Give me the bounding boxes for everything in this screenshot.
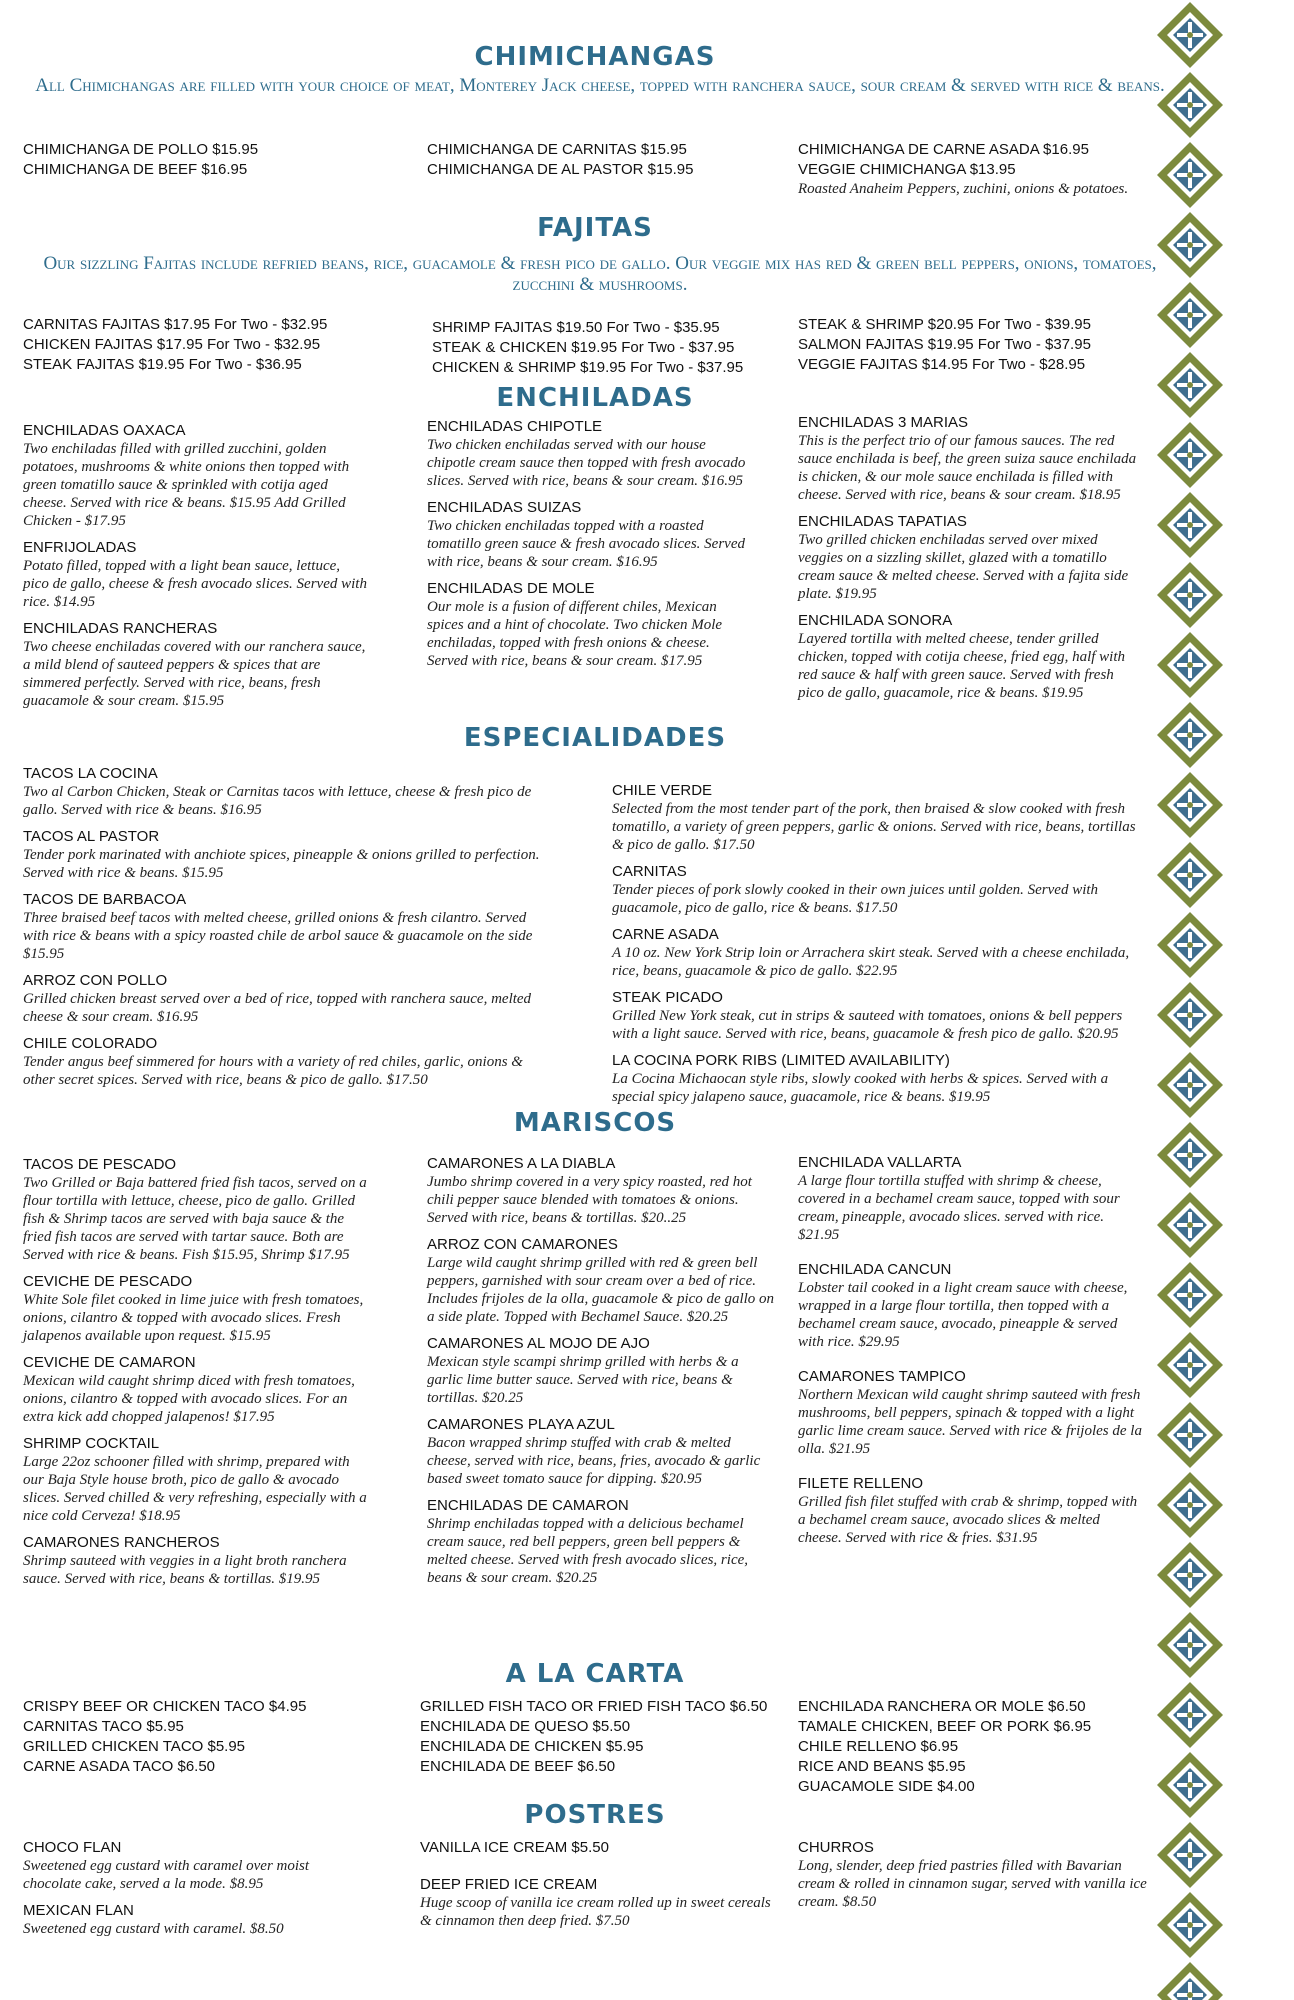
item-name: ENCHILADA SONORA — [798, 612, 953, 629]
menu-item — [427, 1415, 777, 1488]
menu-line: GRILLED CHICKEN TACO $5.95 — [23, 1738, 246, 1755]
menu-line: SALMON FAJITAS $19.95 For Two - $37.95 — [798, 336, 1091, 353]
menu-item — [798, 1260, 1143, 1351]
menu-item — [798, 1838, 1148, 1911]
menu-line: CHIMICHANGA DE AL PASTOR $15.95 — [427, 161, 694, 178]
menu-line: CHICKEN & SHRIMP $19.95 For Two - $37.95 — [432, 359, 744, 376]
a-la-carta-col1 — [23, 1697, 403, 1777]
item-name: CAMARONES PLAYA AZUL — [427, 1416, 615, 1433]
menu-item — [420, 1838, 780, 1857]
a-la-carta-col3 — [798, 1697, 1143, 1797]
menu-line: GRILLED FISH TACO OR FRIED FISH TACO $6.50 — [420, 1698, 768, 1715]
item-description: Selected from the most tender part of the pork, then braised & slow cooked with fresh tomatillo, a variety of green peppers, garlic & onions. Served with rice, beans, tortillas & pico de gallo. $17.50 — [612, 801, 1136, 853]
mariscos-col3 — [798, 1153, 1143, 1555]
menu-item — [23, 1155, 373, 1264]
chimichangas-col3 — [798, 140, 1138, 198]
menu-item — [23, 619, 368, 710]
item-name: ENCHILADA CANCUN — [798, 1261, 952, 1278]
especialidades-title: ESPECIALIDADES — [463, 723, 727, 753]
menu-line: CARNE ASADA TACO $6.50 — [23, 1758, 216, 1775]
menu-item — [798, 1367, 1143, 1458]
item-name: ENFRIJOLADAS — [23, 539, 137, 556]
item-name: ENCHILADAS CHIPOTLE — [427, 418, 603, 435]
menu-item — [420, 1875, 780, 1930]
item-name: MEXICAN FLAN — [23, 1902, 134, 1919]
menu-line: CARNITAS FAJITAS $17.95 For Two - $32.95 — [23, 316, 328, 333]
menu-item — [23, 421, 368, 530]
item-description: Two grilled chicken enchiladas served over mixed veggies on a sizzling skillet, glazed with a tomatillo cream sauce & melted cheese. Served with a fajita side plate. $19.95 — [798, 532, 1129, 602]
postres-title: POSTRES — [524, 1800, 666, 1830]
item-name: CHILE COLORADO — [23, 1035, 158, 1052]
item-description: Sweetened egg custard with caramel over moist chocolate cake, served a la mode. $8.95 — [23, 1858, 310, 1892]
item-name: TACOS AL PASTOR — [23, 828, 160, 845]
item-description: La Cocina Michaocan style ribs, slowly cooked with herbs & spices. Served with a special spicy jalapeno sauce, guacamole, rice & beans. $19.95 — [612, 1071, 1109, 1105]
menu-line: STEAK & CHICKEN $19.95 For Two - $37.95 — [432, 339, 735, 356]
postres-col1 — [23, 1838, 368, 1946]
menu-item — [612, 862, 1142, 917]
menu-line: STEAK FAJITAS $19.95 For Two - $36.95 — [23, 356, 302, 373]
item-description: Sweetened egg custard with caramel. $8.50 — [23, 1921, 284, 1937]
mariscos-col2 — [427, 1154, 777, 1595]
item-name: LA COCINA PORK RIBS (LIMITED AVAILABILITY) — [612, 1052, 950, 1069]
item-name: CAMARONES RANCHEROS — [23, 1534, 220, 1551]
menu-line: CHIMICHANGA DE CARNE ASADA $16.95 — [798, 141, 1089, 158]
item-name: CAMARONES AL MOJO DE AJO — [427, 1335, 650, 1352]
menu-line: ENCHILADA DE CHICKEN $5.95 — [420, 1738, 644, 1755]
item-description: White Sole filet cooked in lime juice with fresh tomatoes, onions, cilantro & topped with avocado slices. Fresh jalapenos available upon request. $15.95 — [23, 1292, 364, 1344]
menu-item — [23, 971, 543, 1026]
item-name: CHOCO FLAN — [23, 1839, 122, 1856]
item-name: ARROZ CON POLLO — [23, 972, 168, 989]
postres-col2 — [420, 1838, 780, 1938]
chimichangas-col1 — [23, 140, 403, 180]
item-description: Mexican style scampi shrimp grilled with herbs & a garlic lime butter sauce. Served with rice, beans & tortillas. $20.25 — [427, 1354, 739, 1406]
item-description: Mexican wild caught shrimp diced with fresh tomatoes, onions, cilantro & topped with avocado slices. For an extra kick add chopped jalapenos! $17.95 — [23, 1373, 355, 1425]
menu-item — [612, 781, 1142, 854]
item-description: Lobster tail cooked in a light cream sauce with cheese, wrapped in a large flour tortilla, then topped with a bechamel cream sauce, avocado, pineapple & served with rice. $29.95 — [798, 1280, 1128, 1350]
menu-item — [23, 1901, 368, 1938]
menu-item — [798, 1474, 1143, 1547]
menu-line: GUACAMOLE SIDE $4.00 — [798, 1778, 975, 1795]
fajitas-col1 — [23, 315, 403, 375]
item-description: Roasted Anaheim Peppers, zuchini, onions & potatoes. — [798, 181, 1129, 197]
menu-line: ENCHILADA DE QUESO $5.50 — [420, 1718, 631, 1735]
menu-item — [427, 1235, 777, 1326]
item-description: Large wild caught shrimp grilled with red & green bell peppers, garnished with sour cream over a bed of rice. Includes frijoles de la olla, guacamole & pico de gallo on a side plate. Topped with Bechamel Sauce. $20.25 — [427, 1255, 775, 1325]
item-description: A large flour tortilla stuffed with shrimp & cheese, covered in a bechamel cream sauce, topped with sour cream, pineapple, avocado slices. served with rice. $21.95 — [798, 1173, 1120, 1243]
especialidades-col2 — [612, 781, 1142, 1114]
item-name: ARROZ CON CAMARONES — [427, 1236, 618, 1253]
menu-line: CARNITAS TACO $5.95 — [23, 1718, 184, 1735]
menu-item — [427, 579, 752, 670]
enchiladas-col3 — [798, 413, 1143, 710]
item-name: TACOS DE BARBACOA — [23, 891, 187, 908]
decorative-border — [1155, 0, 1225, 2000]
chimichangas-title: CHIMICHANGAS — [474, 42, 716, 72]
menu-line: STEAK & SHRIMP $20.95 For Two - $39.95 — [798, 316, 1091, 333]
menu-item — [23, 827, 543, 882]
menu-line: VEGGIE FAJITAS $14.95 For Two - $28.95 — [798, 356, 1086, 373]
enchiladas-title: ENCHILADAS — [496, 383, 694, 413]
fajitas-col3 — [798, 315, 1138, 375]
menu-item — [23, 1434, 373, 1525]
menu-item — [798, 413, 1143, 504]
menu-item — [798, 611, 1143, 702]
item-name: ENCHILADAS OAXACA — [23, 422, 186, 439]
item-description: Bacon wrapped shrimp stuffed with crab & melted cheese, served with rice, beans, fries, avocado & garlic based sweet tomato sauce for dipping. $20.95 — [427, 1435, 761, 1487]
item-description: Tender pork marinated with anchiote spices, pineapple & onions grilled to perfection. Served with rice & beans. $15.95 — [23, 847, 540, 881]
menu-item — [612, 988, 1142, 1043]
item-name: TACOS LA COCINA — [23, 765, 158, 782]
postres-col3 — [798, 1838, 1148, 1919]
menu-item — [798, 512, 1143, 603]
menu-item — [23, 1272, 373, 1345]
especialidades-col1 — [23, 764, 543, 1097]
item-description: Grilled New York steak, cut in strips & sauteed with tomatoes, onions & bell peppers with a light sauce. Served with rice, beans, guacamole & fresh pico de gallo. $20.95 — [612, 1008, 1123, 1042]
item-description: Potato filled, topped with a light bean sauce, lettuce, pico de gallo, cheese & fresh avocado slices. Served with rice. $14.95 — [23, 558, 367, 610]
menu-item — [612, 1051, 1142, 1106]
menu-item — [427, 417, 752, 490]
item-description: Shrimp enchiladas topped with a delicious bechamel cream sauce, red bell peppers, green bell peppers & melted cheese. Served with fresh avocado slices, rice, beans & sour cream. $20.25 — [427, 1516, 749, 1586]
mariscos-col1 — [23, 1155, 373, 1596]
item-description: Two chicken enchiladas topped with a roasted tomatillo green sauce & fresh avocado slices. Served with rice, beans & sour cream. $16.95 — [427, 518, 745, 570]
menu-item — [23, 1353, 373, 1426]
menu-item — [427, 1496, 777, 1587]
item-name: ENCHILADAS DE MOLE — [427, 580, 595, 597]
fajitas-subtitle: Our sizzling Fajitas include refried beans, rice, guacamole & fresh pico de gallo. Our veggie mix has red & green bell peppers, onions, tomatoes, zucchini & mushrooms. — [43, 253, 1157, 295]
menu-item — [23, 1034, 543, 1089]
menu-item — [427, 498, 752, 571]
fajitas-col2 — [432, 318, 792, 378]
menu-item — [612, 925, 1142, 980]
menu-item — [23, 538, 368, 611]
menu-line: TAMALE CHICKEN, BEEF OR PORK $6.95 — [798, 1718, 1092, 1735]
item-description: Grilled fish filet stuffed with crab & shrimp, topped with a bechamel cream sauce, avocado slices & melted cheese. Served with rice & fries. $31.95 — [798, 1494, 1138, 1546]
item-description: Two Grilled or Baja battered fried fish tacos, served on a flour tortilla with lettuce, cheese, pico de gallo. Grilled fish & Shrimp tacos are served with baja sauce & the fried fish tacos are served with tartar sauce. Both are Served with rice & beans. Fish $15.95, Shrimp $17.95 — [23, 1175, 367, 1263]
item-description: Our mole is a fusion of different chiles, Mexican spices and a hint of chocolate. Two chicken Mole enchiladas, topped with fresh onions & cheese. Served with rice, beans & sour cream. $17.95 — [427, 599, 723, 669]
item-description: Tender angus beef simmered for hours with a variety of red chiles, garlic, onions & other secret spices. Served with rice, beans & pico de gallo. $17.50 — [23, 1054, 523, 1088]
item-name: ENCHILADAS RANCHERAS — [23, 620, 218, 637]
menu-item — [427, 1334, 777, 1407]
item-description: A 10 oz. New York Strip loin or Arrachera skirt steak. Served with a cheese enchilada, rice, beans, guacamole & pico de gallo. $22.95 — [612, 945, 1130, 979]
chimichangas-col2 — [427, 140, 787, 180]
a-la-carta-col2 — [420, 1697, 800, 1777]
item-description: Layered tortilla with melted cheese, tender grilled chicken, topped with cotija cheese, fried egg, half with red sauce & half with green sauce. Served with fresh pico de gallo, guacamole, rice & beans. $19.95 — [798, 631, 1126, 701]
item-name: ENCHILADAS SUIZAS — [427, 499, 582, 516]
menu-item — [23, 1838, 368, 1893]
menu-line: CRISPY BEEF OR CHICKEN TACO $4.95 — [23, 1698, 307, 1715]
item-description: Huge scoop of vanilla ice cream rolled up in sweet cereals & cinnamon then deep fried. $7.50 — [420, 1895, 771, 1929]
menu-line: CHIMICHANGA DE POLLO $15.95 — [23, 141, 259, 158]
menu-line: VEGGIE CHIMICHANGA $13.95 — [798, 161, 1016, 178]
mariscos-title: MARISCOS — [513, 1108, 677, 1138]
item-name: STEAK PICADO — [612, 989, 723, 1006]
menu-line: ENCHILADA RANCHERA OR MOLE $6.50 — [798, 1698, 1086, 1715]
menu-item — [427, 1154, 777, 1227]
chimichangas-subtitle: All Chimichangas are filled with your choice of meat, Monterey Jack cheese, topped with ranchera sauce, sour cream & served with rice & beans. — [35, 75, 1165, 96]
item-description: Two enchiladas filled with grilled zucchini, golden potatoes, mushrooms & white onions then topped with green tomatillo sauce & sprinkled with cotija aged cheese. Served with rice & beans. $15.95 Add Grilled Chicken - $17.95 — [23, 441, 350, 529]
menu-line: RICE AND BEANS $5.95 — [798, 1758, 966, 1775]
item-description: Two chicken enchiladas served with our house chipotle cream sauce then topped with fresh avocado slices. Served with rice, beans & sour cream. $16.95 — [427, 437, 746, 489]
item-description: Large 22oz schooner filled with shrimp, prepared with our Baja Style house broth, pico de gallo & avocado slices. Served chilled & very refreshing, especially with a nice cold Cerveza! $18.95 — [23, 1454, 367, 1524]
item-name: CAMARONES A LA DIABLA — [427, 1155, 616, 1172]
fajitas-title: FAJITAS — [537, 213, 653, 243]
item-description: This is the perfect trio of our famous sauces. The red sauce enchilada is beef, the green suiza sauce enchilada is chicken, & our mole sauce enchilada is filled with cheese. Served with rice, beans & sour cream. $18.95 — [798, 433, 1137, 503]
menu-line: CHILE RELLENO $6.95 — [798, 1738, 959, 1755]
item-name: CEVICHE DE CAMARON — [23, 1354, 196, 1371]
item-name: ENCHILADA VALLARTA — [798, 1154, 962, 1171]
item-description: Long, slender, deep fried pastries filled with Bavarian cream & rolled in cinnamon sugar, served with vanilla ice cream. $8.50 — [798, 1858, 1147, 1910]
item-name: CHURROS — [798, 1839, 874, 1856]
item-description: Two al Carbon Chicken, Steak or Carnitas tacos with lettuce, cheese & fresh pico de gallo. Served with rice & beans. $16.95 — [23, 784, 532, 818]
menu-item — [23, 890, 543, 963]
menu-item — [798, 1153, 1143, 1244]
menu-line: CHIMICHANGA DE CARNITAS $15.95 — [427, 141, 687, 158]
enchiladas-col2 — [427, 417, 752, 678]
enchiladas-col1 — [23, 421, 368, 718]
item-name: DEEP FRIED ICE CREAM — [420, 1876, 598, 1893]
menu-line: CHICKEN FAJITAS $17.95 For Two - $32.95 — [23, 336, 321, 353]
item-name: VANILLA ICE CREAM $5.50 — [420, 1839, 609, 1856]
item-description: Jumbo shrimp covered in a very spicy roasted, red hot chili pepper sauce blended with tomatoes & onions. Served with rice, beans & tortillas. $20..25 — [427, 1174, 752, 1226]
item-name: CARNE ASADA — [612, 926, 719, 943]
item-description: Grilled chicken breast served over a bed of rice, topped with ranchera sauce, melted cheese & sour cream. $16.95 — [23, 991, 532, 1025]
item-name: ENCHILADAS DE CAMARON — [427, 1497, 629, 1514]
menu-line: SHRIMP FAJITAS $19.50 For Two - $35.95 — [432, 319, 720, 336]
item-name: CEVICHE DE PESCADO — [23, 1273, 193, 1290]
a-la-carta-title: A LA CARTA — [505, 1659, 685, 1689]
item-name: ENCHILADAS TAPATIAS — [798, 513, 967, 530]
menu-item — [23, 764, 543, 819]
item-name: SHRIMP COCKTAIL — [23, 1435, 160, 1452]
menu-line: ENCHILADA DE BEEF $6.50 — [420, 1758, 616, 1775]
item-description: Northern Mexican wild caught shrimp sauteed with fresh mushrooms, bell peppers, spinach & topped with a light garlic lime cream sauce. Served with rice & frijoles de la olla. $21.95 — [798, 1387, 1142, 1457]
item-name: CHILE VERDE — [612, 782, 713, 799]
item-name: TACOS DE PESCADO — [23, 1156, 177, 1173]
item-name: CAMARONES TAMPICO — [798, 1368, 966, 1385]
item-name: FILETE RELLENO — [798, 1475, 924, 1492]
item-description: Two cheese enchiladas covered with our ranchera sauce, a mild blend of sauteed peppers & spices that are simmered perfectly. Served with rice, beans, fresh guacamole & sour cream. $15.95 — [23, 639, 366, 709]
item-description: Shrimp sauteed with veggies in a light broth ranchera sauce. Served with rice, beans & tortillas. $19.95 — [23, 1553, 347, 1587]
item-description: Three braised beef tacos with melted cheese, grilled onions & fresh cilantro. Served with rice & beans with a spicy roasted chile de arbol sauce & guacamole on the side $15.95 — [23, 910, 533, 962]
menu-item — [23, 1533, 373, 1588]
menu-line: CHIMICHANGA DE BEEF $16.95 — [23, 161, 248, 178]
item-name: CARNITAS — [612, 863, 687, 880]
item-name: ENCHILADAS 3 MARIAS — [798, 414, 969, 431]
item-description: Tender pieces of pork slowly cooked in their own juices until golden. Served with guacamole, pico de gallo, rice & beans. $17.50 — [612, 882, 1099, 916]
